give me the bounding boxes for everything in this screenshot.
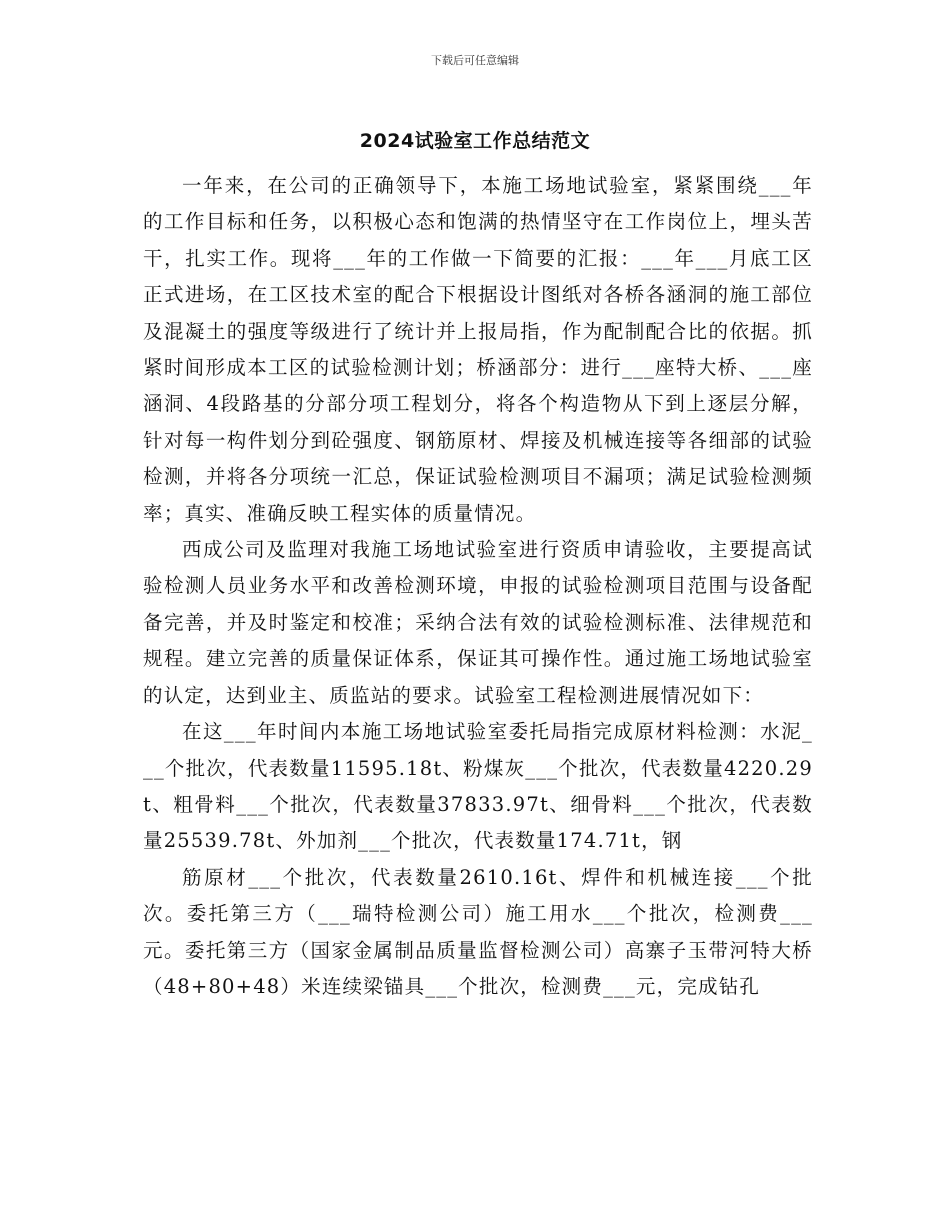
paragraph: 在这___年时间内本施工场地试验室委托局指完成原材料检测：水泥___个批次，代表数量11595.18t、粉煤灰___个批次，代表数量4220.29t、粗骨料___个批次，代表数量37833.97t、细骨料___个批次，代表数量25539.78t、外加剂___个批次，代表数量174.71t，钢 xyxy=(143,720,813,853)
paragraph: 一年来，在公司的正确领导下，本施工场地试验室，紧紧围绕___年的工作目标和任务，以积极心态和饱满的热情坚守在工作岗位上，埋头苦干，扎实工作。现将___年的工作做一下简要的汇报：___年___月底工区正式进场，在工区技术室的配合下根据设计图纸对各桥各涵洞的施工部位及混凝土的强度等级进行了统计并上报局指，作为配制配合比的依据。抓紧时间形成本工区的试验检测计划；桥涵部分：进行___座特大桥、___座涵洞、4段路基的分部分项工程划分，将各个构造物从下到上逐层分解，针对每一构件划分到砼强度、钢筋原材、焊接及机械连接等各细部的试验检测，并将各分项统一汇总，保证试验检测项目不漏项；满足试验检测频率；真实、准确反映工程实体的质量情况。 xyxy=(143,174,813,525)
paragraph: 西成公司及监理对我施工场地试验室进行资质申请验收，主要提高试验检测人员业务水平和改善检测环境，申报的试验检测项目范围与设备配备完善，并及时鉴定和校准；采纳合法有效的试验检测标准、法律规范和规程。建立完善的质量保证体系，保证其可操作性。通过施工场地试验室的认定，达到业主、质监站的要求。试验室工程检测进展情况如下： xyxy=(143,538,813,707)
paragraph: 筋原材___个批次，代表数量2610.16t、焊件和机械连接___个批次。委托第三方（___瑞特检测公司）施工用水___个批次，检测费___元。委托第三方（国家金属制品质量监督检测公司）高寨子玉带河特大桥（48+80+48）米连续梁锚具___个批次，检测费___元，完成钻孔 xyxy=(143,865,813,998)
header-note: 下载后可任意编辑 xyxy=(431,54,519,67)
document-body xyxy=(143,168,813,1005)
document-title: 2024试验室工作总结范文 xyxy=(359,130,591,152)
